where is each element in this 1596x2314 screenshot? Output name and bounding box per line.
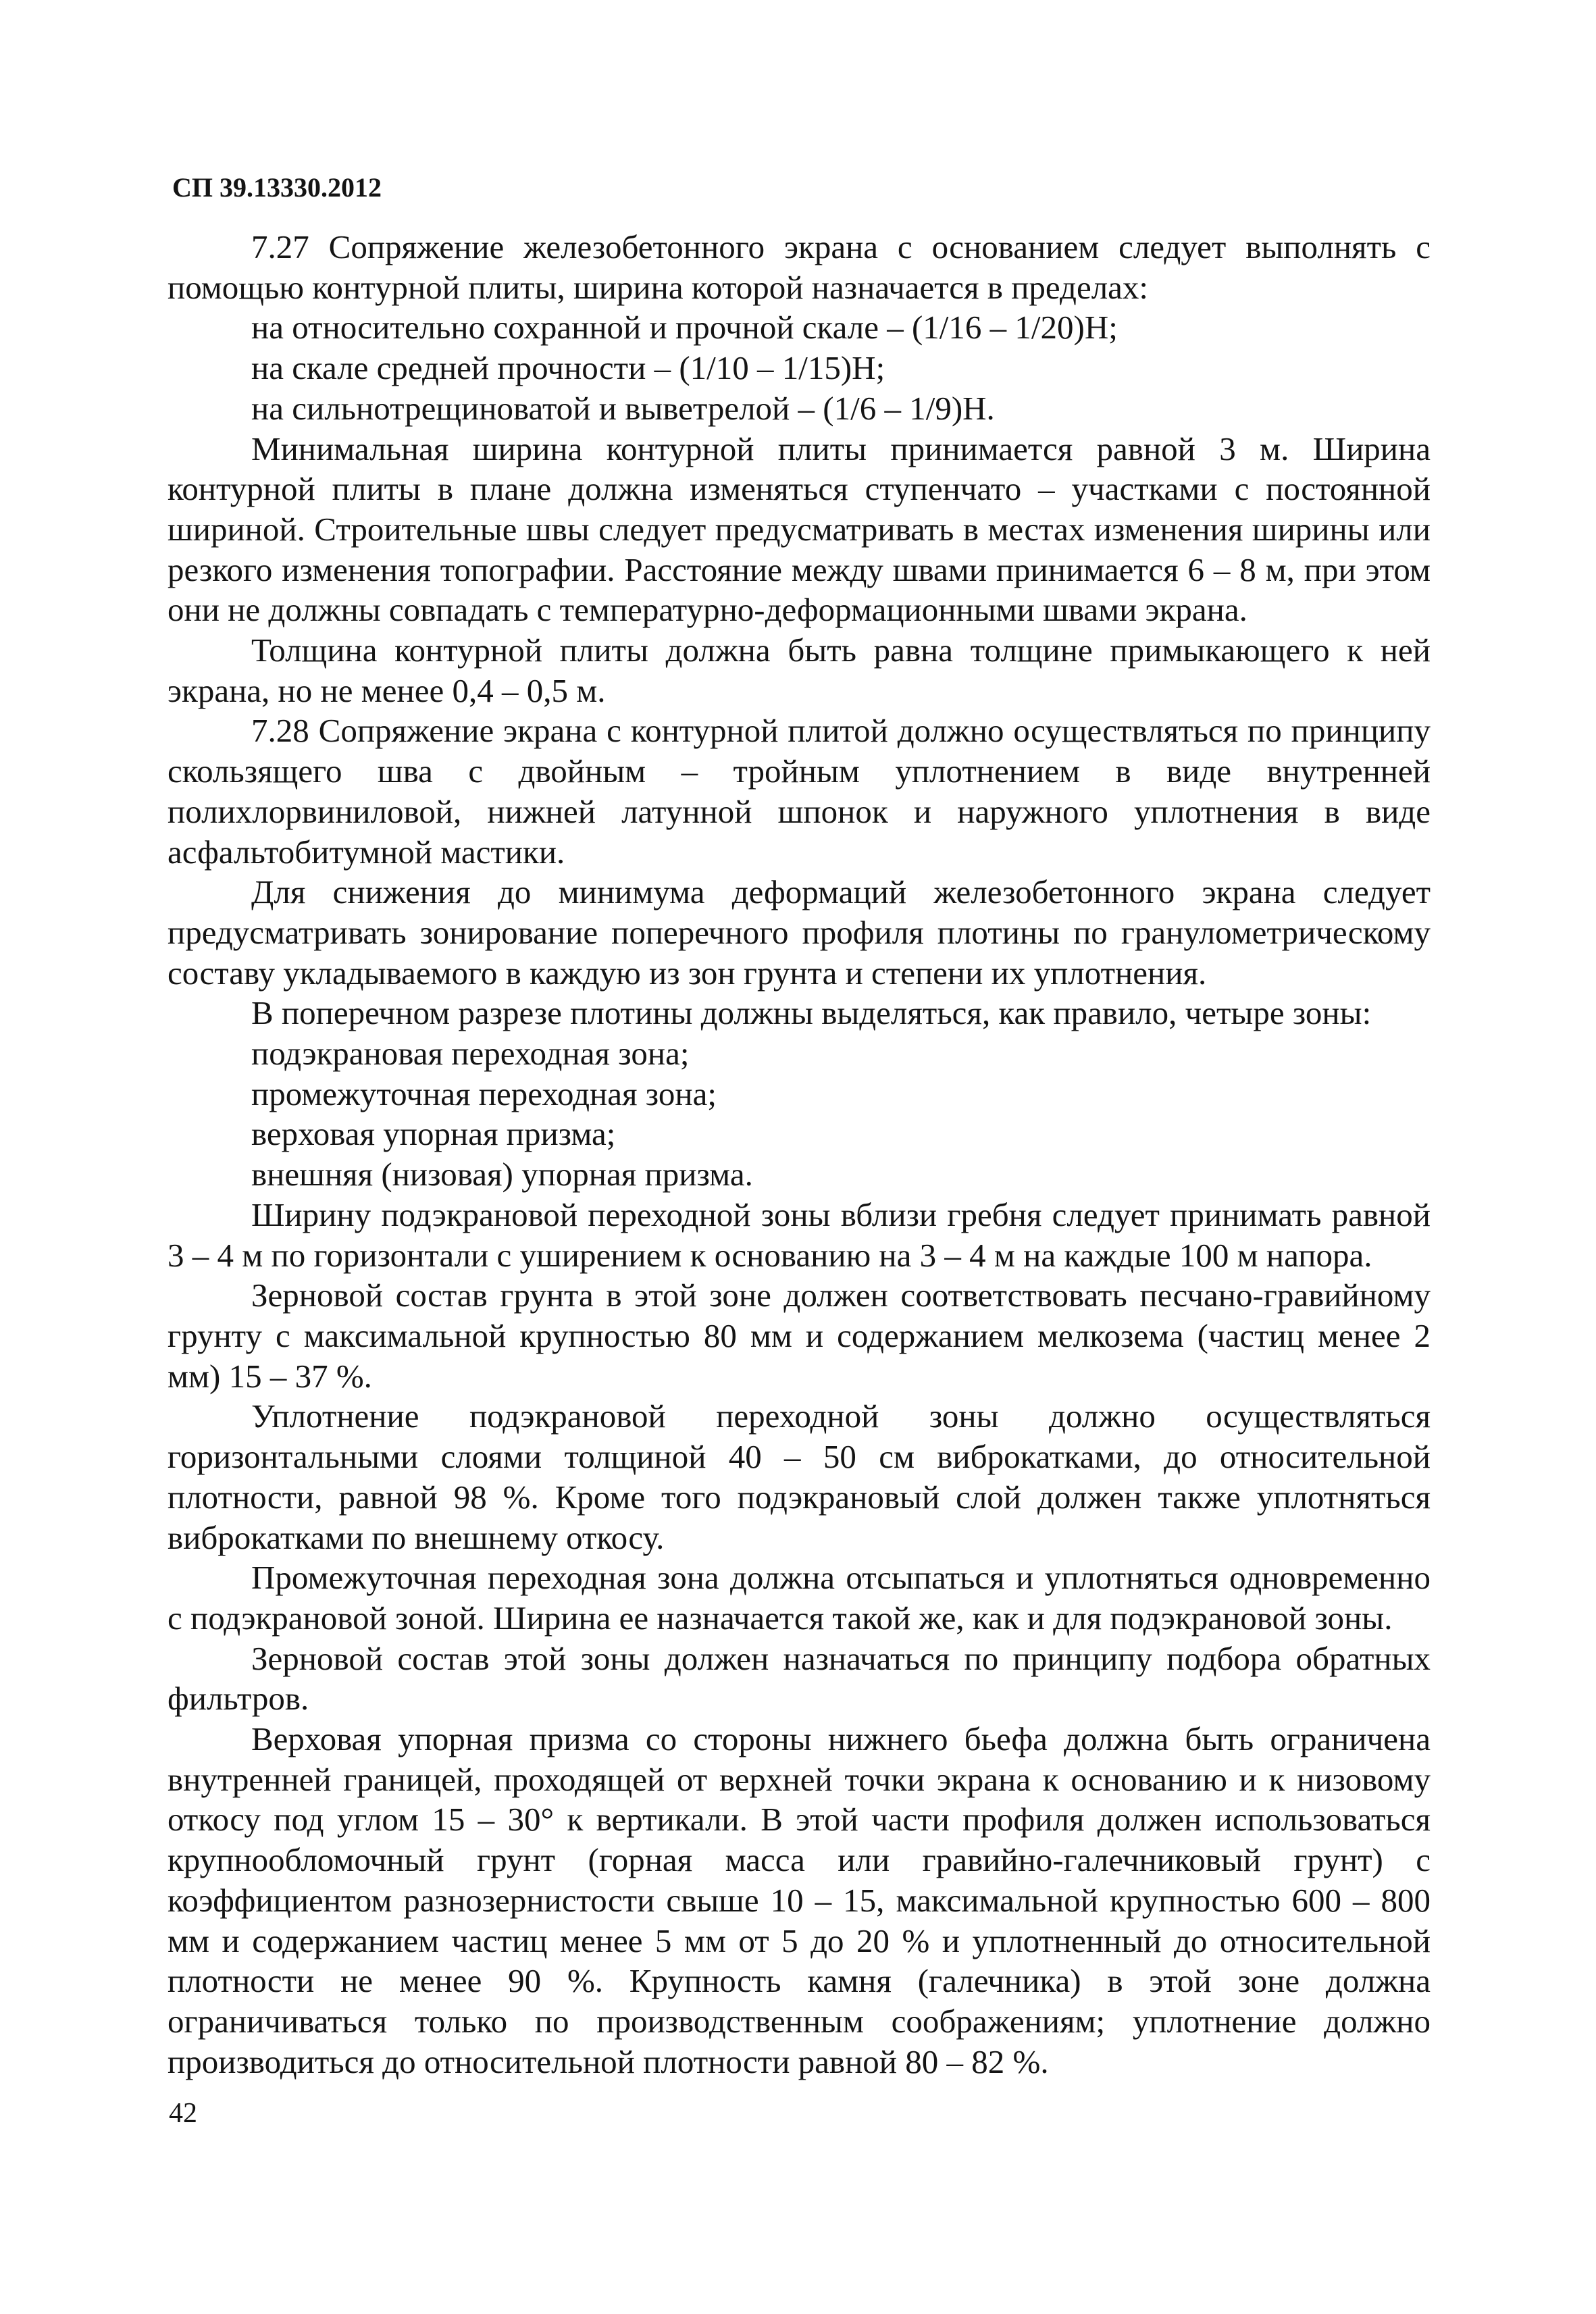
list-item: промежуточная переходная зона;	[251, 1075, 717, 1112]
paragraph: Толщина контурной плиты должна быть равна толщине примыкающего к ней экрана, но не менее 0,4 – 0,5 м.	[168, 632, 1431, 709]
list-item: внешняя (низовая) упорная призма.	[251, 1156, 753, 1193]
document-code: СП 39.13330.2012	[172, 172, 382, 203]
paragraph: 7.27 Сопряжение железобетонного экрана с основанием следует выполнять с помощью контурной плиты, ширина которой назначается в пределах:	[168, 228, 1431, 306]
list-item: подэкрановая переходная зона;	[251, 1035, 690, 1073]
list-item: на относительно сохранной и прочной скале – (1/16 – 1/20)H;	[251, 309, 1118, 346]
list-item: на скале средней прочности – (1/10 – 1/15)H;	[251, 349, 885, 387]
paragraph: Промежуточная переходная зона должна отсыпаться и уплотняться одновременно с подэкрановой зоной. Ширина ее назначается такой же, как и для подэкрановой зоны.	[168, 1559, 1431, 1637]
paragraph: Уплотнение подэкрановой переходной зоны должно осуществляться горизонтальными слоями толщиной 40 – 50 см виброкатками, до относительной плотности, равной 98 %. Кроме того подэкрановый слой должен также уплотняться виброкатками по внешнему откосу.	[168, 1397, 1431, 1556]
document-body	[168, 227, 1431, 2082]
paragraph: 7.28 Сопряжение экрана с контурной плитой должно осуществляться по принципу скользящего шва с двойным – тройным уплотнением в виде внутренней полихлорвиниловой, нижней латунной шпонок и наружного уплотнения в виде асфальтобитумной мастики.	[168, 712, 1431, 871]
paragraph: Ширину подэкрановой переходной зоны вблизи гребня следует принимать равной 3 – 4 м по горизонтали с уширением к основанию на 3 – 4 м на каждые 100 м напора.	[168, 1195, 1431, 1274]
paragraph: Для снижения до минимума деформаций железобетонного экрана следует предусматривать зонирование поперечного профиля плотины по гранулометрическому составу укладываемого в каждую из зон грунта и степени их уплотнения.	[168, 873, 1431, 992]
page-number: 42	[169, 2098, 197, 2129]
paragraph: Минимальная ширина контурной плиты принимается равной 3 м. Ширина контурной плиты в плане должна изменяться ступенчато – участками с постоянной шириной. Строительные швы следует предусматривать в местах изменения ширины или резкого изменения топографии. Расстояние между швами принимается 6 – 8 м, при этом они не должны совпадать с температурно-деформационными швами экрана.	[168, 430, 1431, 629]
paragraph: Зерновой состав этой зоны должен назначаться по принципу подбора обратных фильтров.	[168, 1639, 1431, 1718]
list-item: верховая упорная призма;	[251, 1115, 616, 1153]
list-item: на сильнотрещиноватой и выветрелой – (1/6 – 1/9)H.	[251, 389, 995, 427]
paragraph: Верховая упорная призма со стороны нижнего бьефа должна быть ограничена внутренней границей, проходящей от верхней точки экрана к основанию и к низовому откосу под углом 15 – 30° к вертикали. В этой части профиля должен использоваться крупнообломочный грунт (горная масса или гравийно-галечниковый грунт) с коэффициентом разнозернистости свыше 10 – 15, максимальной крупностью 600 – 800 мм и содержанием частиц менее 5 мм от 5 до 20 % и уплотненный до относительной плотности не менее 90 %. Крупность камня (галечника) в этой зоне должна ограничиваться только по производственным соображениям; уплотнение должно производиться до относительной плотности равной 80 – 82 %.	[168, 1720, 1431, 2080]
paragraph: Зерновой состав грунта в этой зоне должен соответствовать песчано-гравийному грунту с максимальной крупностью 80 мм и содержанием мелкозема (частиц менее 2 мм) 15 – 37 %.	[168, 1277, 1431, 1395]
paragraph: В поперечном разрезе плотины должны выделяться, как правило, четыре зоны:	[251, 994, 1372, 1032]
